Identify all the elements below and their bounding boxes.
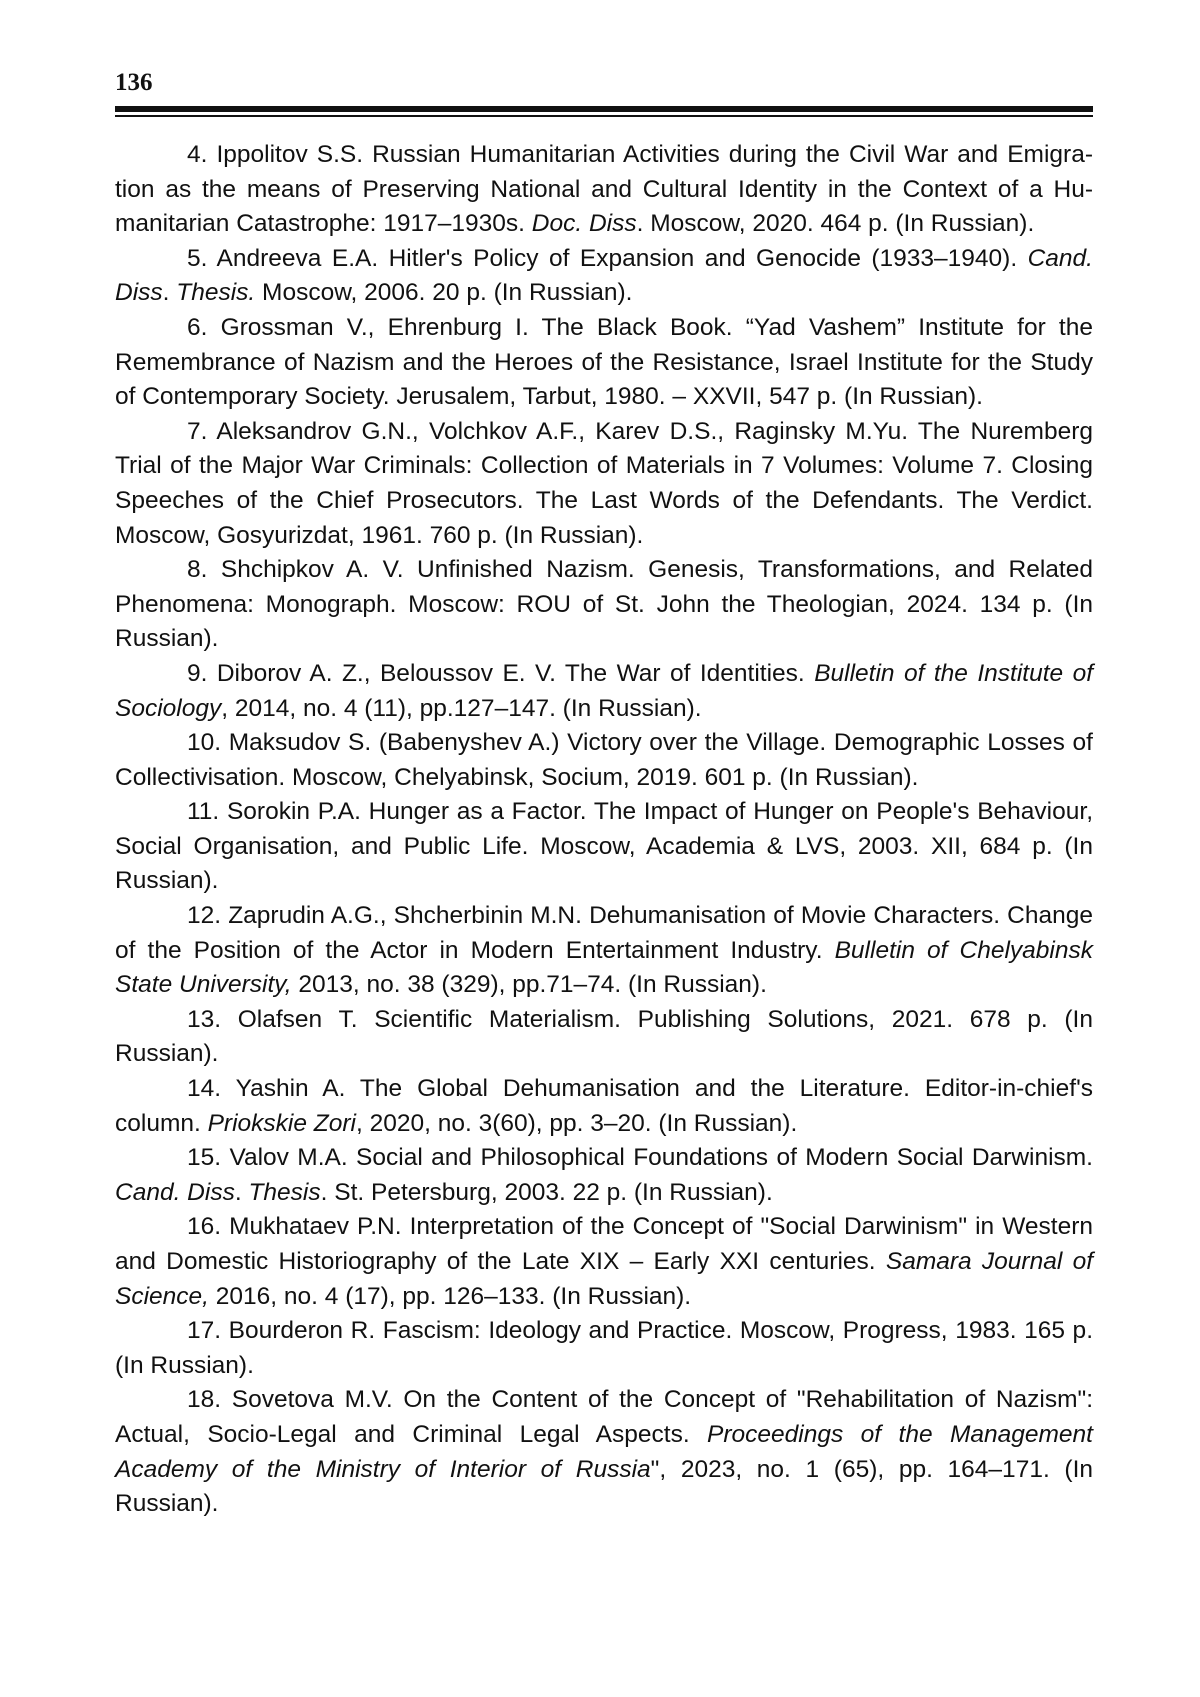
- reference-italic-text: Bulletin of the Institute of Sociology: [115, 659, 1094, 722]
- document-page: [115, 70, 1093, 1522]
- reference-text: 2013, no. 38 (329), pp.71–74. (In Russian).: [291, 971, 767, 999]
- reference-italic-text: Thesis.: [176, 279, 256, 307]
- reference-text: 16. Mukhataev P.N. Interpretation of the Concept of "Social Darwinism" in Western and Domestic Historiography of the Late XIX – Early XXI centuries.: [115, 1213, 1093, 1275]
- reference-text: . St. Petersburg, 2003. 22 p. (In Russian).: [320, 1178, 773, 1206]
- reference-text: 2016, no. 4 (17), pp. 126–133. (In Russian).: [208, 1282, 692, 1310]
- reference-item: [115, 138, 1093, 242]
- reference-text: 11. Sorokin P.A. Hunger as a Factor. The Impact of Hunger on People's Behaviour, Social Organisation, and Public Life. Moscow, Academia & LVS, 2003. XII, 684 p. (In Russian).: [115, 798, 1093, 895]
- reference-text: , 2014, no. 4 (11), pp.127–147. (In Russian).: [221, 694, 702, 722]
- reference-list: [115, 138, 1093, 1522]
- reference-text: 8. Shchipkov A. V. Unfinished Nazism. Genesis, Transformations, and Related Phenomena: Monograph. Moscow: ROU of St. John the Theologian, 2024. 134 p. (In Russian).: [115, 556, 1093, 653]
- reference-text: .: [162, 279, 177, 307]
- reference-item: [115, 242, 1093, 311]
- reference-italic-text: Cand. Diss: [115, 1178, 235, 1206]
- reference-text: 10. Maksudov S. (Babenyshev A.) Victory over the Village. Demographic Losses of Collectivisation. Moscow, Chelyabinsk, Socium, 2019. 601 p. (In Russian).: [115, 729, 1093, 791]
- reference-text: 14. Yashin A. The Global Dehumanisation and the Literature. Editor-in-chief's column.: [115, 1075, 1093, 1137]
- reference-text: . Moscow, 2020. 464 p. (In Russian).: [636, 210, 1035, 238]
- reference-item: [115, 795, 1093, 899]
- reference-italic-text: Thesis: [248, 1178, 321, 1206]
- reference-item: [115, 553, 1093, 657]
- reference-text: .: [234, 1178, 249, 1206]
- header-rule-thick: [115, 106, 1093, 112]
- reference-text: 15. Valov M.A. Social and Philosophical Foundations of Modern Social Darwinism.: [187, 1144, 1093, 1172]
- reference-italic-text: Bulletin of Chelyabinsk State University,: [115, 936, 1093, 999]
- reference-item: [115, 415, 1093, 553]
- reference-text: Moscow, 2006. 20 p. (In Russian).: [255, 279, 633, 307]
- reference-text: 12. Zaprudin A.G., Shcherbinin M.N. Dehumanisation of Movie Characters. Change of the Position of the Actor in Modern Entertainment Industry.: [115, 902, 1093, 964]
- reference-item: [115, 657, 1093, 726]
- reference-text: 17. Bourderon R. Fascism: Ideology and Practice. Moscow, Progress, 1983. 165 p. (In Russian).: [115, 1317, 1093, 1379]
- reference-italic-text: Cand. Diss: [115, 244, 1093, 307]
- reference-item: [115, 1210, 1093, 1314]
- reference-text: 18. Sovetova M.V. On the Content of the Concept of "Rehabilitation of Nazism": Actual, Socio-Legal and Criminal Legal Aspects.: [115, 1386, 1093, 1448]
- reference-item: [115, 1072, 1093, 1141]
- reference-item: [115, 726, 1093, 795]
- reference-italic-text: Proceedings of the Management Academy of the Ministry of Interior of Russia: [115, 1420, 1093, 1483]
- reference-text: 7. Aleksandrov G.N., Volchkov A.F., Karev D.S., Raginsky M.Yu. The Nuremberg Trial of the Major War Criminals: Collection of Materials in 7 Volumes: Volume 7. Closing Speeches of the Chief Prosecutors. The Last Words of the Defendants. The Verdict. Moscow, Gosyurizdat, 1961. 760 p. (In Russian).: [115, 417, 1093, 549]
- reference-text: 4. Ippolitov S.S. Russian Humanitarian Activities during the Civil War and Emigration as the means of Preserving National and Cultural Identity in the Context of a Humanitarian Catastrophe: 1917–1930s.: [115, 141, 1093, 238]
- reference-item: [115, 1141, 1093, 1210]
- reference-text: 13. Olafsen T. Scientific Materialism. Publishing Solutions, 2021. 678 p. (In Russian).: [115, 1005, 1093, 1068]
- reference-item: [115, 1003, 1093, 1072]
- reference-text: 5. Andreeva E.A. Hitler's Policy of Expansion and Genocide (1933–1940).: [187, 244, 1028, 272]
- page-number: 136: [115, 69, 153, 96]
- header-rule-thin: [115, 115, 1093, 117]
- reference-item: [115, 1314, 1093, 1383]
- reference-text: 9. Diborov A. Z., Beloussov E. V. The War of Identities.: [187, 659, 815, 687]
- reference-item: [115, 1383, 1093, 1521]
- reference-text: 6. Grossman V., Ehrenburg I. The Black Book. “Yad Vashem” Institute for the Remembrance of Nazism and the Heroes of the Resistance, Israel Institute for the Study of Contemporary Society. Jerusalem, Tarbut, 1980. – XXVII, 547 p. (In Russian).: [115, 313, 1093, 411]
- reference-text: , 2020, no. 3(60), pp. 3–20. (In Russian).: [355, 1109, 798, 1137]
- reference-item: [115, 311, 1093, 415]
- reference-italic-text: Priokskie Zori: [207, 1109, 356, 1137]
- reference-item: [115, 899, 1093, 1003]
- reference-text: ", 2023, no. 1 (65), pp. 164–171. (In Russian).: [115, 1455, 1093, 1518]
- reference-italic-text: Samara Journal of Science,: [115, 1248, 1093, 1310]
- reference-italic-text: Doc. Diss: [531, 210, 637, 238]
